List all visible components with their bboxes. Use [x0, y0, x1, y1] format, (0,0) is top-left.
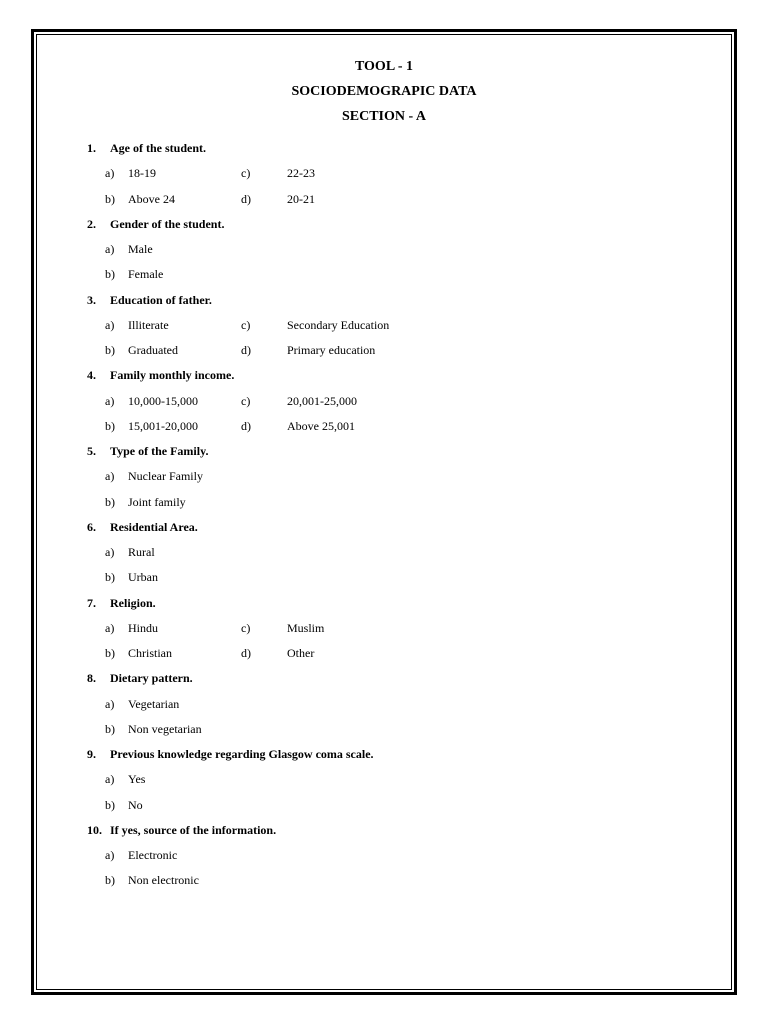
option-letter: b) — [105, 343, 115, 357]
option-text: 18-19 — [128, 166, 156, 181]
option-letter: a) — [105, 772, 115, 787]
option-text: 22-23 — [287, 166, 315, 181]
option-row — [0, 696, 768, 712]
option-row — [0, 620, 768, 636]
option-text: Female — [128, 267, 164, 282]
option-row — [0, 165, 768, 181]
option-letter: c) — [241, 393, 251, 408]
option-row — [0, 317, 768, 333]
option-row — [0, 191, 768, 207]
option-row — [0, 771, 768, 787]
option-letter: a) — [105, 393, 115, 408]
option-letter: c) — [241, 317, 251, 332]
option-row — [0, 241, 768, 257]
option-letter: a) — [105, 848, 115, 862]
option-text: Non vegetarian — [128, 721, 202, 736]
option-text: Non electronic — [128, 873, 199, 888]
option-text: Secondary Education — [287, 317, 390, 332]
option-row — [0, 393, 768, 409]
option-row — [0, 418, 768, 434]
option-text: Hindu — [128, 620, 158, 635]
option-letter: a) — [105, 469, 115, 484]
option-letter: a) — [105, 317, 115, 332]
option-row — [0, 721, 768, 737]
option-text: Above 24 — [128, 191, 175, 206]
option-letter: b) — [105, 418, 115, 433]
option-row — [0, 569, 768, 585]
question-number: 6. — [87, 519, 96, 534]
option-row — [0, 797, 768, 813]
option-text: Illiterate — [128, 317, 169, 332]
option-text: 15,001-20,000 — [128, 418, 198, 433]
option-text: Male — [128, 242, 153, 256]
option-letter: c) — [241, 166, 251, 181]
question-number: 9. — [87, 747, 96, 761]
question-text: Residential Area. — [110, 519, 198, 534]
option-letter: d) — [241, 343, 251, 357]
question-number: 2. — [87, 216, 96, 231]
question-2 — [0, 216, 768, 232]
question-text: Previous knowledge regarding Glasgow coma scale. — [110, 747, 374, 761]
question-text: Education of father. — [110, 292, 212, 307]
question-text: Age of the student. — [110, 141, 206, 155]
question-number: 1. — [87, 141, 96, 155]
option-row — [0, 872, 768, 888]
question-5 — [0, 443, 768, 459]
question-8 — [0, 670, 768, 686]
option-letter: b) — [105, 873, 115, 888]
option-text: Graduated — [128, 343, 178, 357]
option-row — [0, 494, 768, 510]
option-letter: a) — [105, 545, 115, 559]
option-text: 20-21 — [287, 191, 315, 206]
option-letter: b) — [105, 191, 115, 206]
option-letter: a) — [105, 620, 115, 635]
question-number: 3. — [87, 292, 96, 307]
question-number: 10. — [87, 822, 102, 837]
option-row — [0, 645, 768, 661]
option-text: Joint family — [128, 494, 186, 509]
option-text: Other — [287, 646, 315, 660]
option-letter: b) — [105, 797, 115, 812]
option-letter: b) — [105, 721, 115, 736]
option-row — [0, 266, 768, 282]
question-4 — [0, 367, 768, 383]
option-letter: b) — [105, 646, 115, 660]
option-row — [0, 544, 768, 560]
option-letter: b) — [105, 494, 115, 509]
option-letter: a) — [105, 242, 115, 256]
option-letter: a) — [105, 166, 115, 181]
option-text: Above 25,001 — [287, 418, 355, 433]
question-text: Religion. — [110, 595, 156, 610]
option-letter: d) — [241, 191, 251, 206]
option-letter: b) — [105, 267, 115, 282]
option-text: Muslim — [287, 620, 325, 635]
section-heading: SECTION - A — [341, 109, 427, 124]
question-number: 5. — [87, 444, 96, 458]
option-text: 20,001-25,000 — [287, 393, 357, 408]
option-letter: d) — [241, 418, 251, 433]
option-letter: c) — [241, 620, 251, 635]
question-text: If yes, source of the information. — [110, 822, 277, 837]
question-number: 8. — [87, 671, 96, 686]
question-number: 4. — [87, 368, 96, 383]
question-text: Type of the Family. — [110, 444, 209, 458]
question-9 — [0, 746, 768, 762]
option-text: Urban — [128, 570, 158, 585]
question-number: 7. — [87, 595, 96, 610]
option-text: Primary education — [287, 343, 376, 357]
question-1 — [0, 140, 768, 156]
option-text: Yes — [128, 772, 146, 787]
option-text: Electronic — [128, 848, 178, 862]
question-text: Dietary pattern. — [110, 671, 193, 686]
option-text: Vegetarian — [128, 696, 180, 711]
document-title: SOCIODEMOGRAPIC DATA — [291, 84, 477, 99]
question-text: Gender of the student. — [110, 216, 225, 231]
question-10 — [0, 822, 768, 838]
option-row — [0, 342, 768, 358]
option-letter: b) — [105, 570, 115, 585]
option-row — [0, 847, 768, 863]
tool-heading: TOOL - 1 — [354, 59, 414, 74]
option-text: Christian — [128, 646, 172, 660]
option-letter: d) — [241, 646, 251, 660]
option-text: Nuclear Family — [128, 469, 203, 484]
option-text: 10,000-15,000 — [128, 393, 198, 408]
question-6 — [0, 519, 768, 535]
option-text: No — [128, 797, 143, 812]
option-row — [0, 468, 768, 484]
question-7 — [0, 595, 768, 611]
option-letter: a) — [105, 696, 115, 711]
option-text: Rural — [128, 545, 155, 559]
question-text: Family monthly income. — [110, 368, 235, 383]
question-3 — [0, 292, 768, 308]
